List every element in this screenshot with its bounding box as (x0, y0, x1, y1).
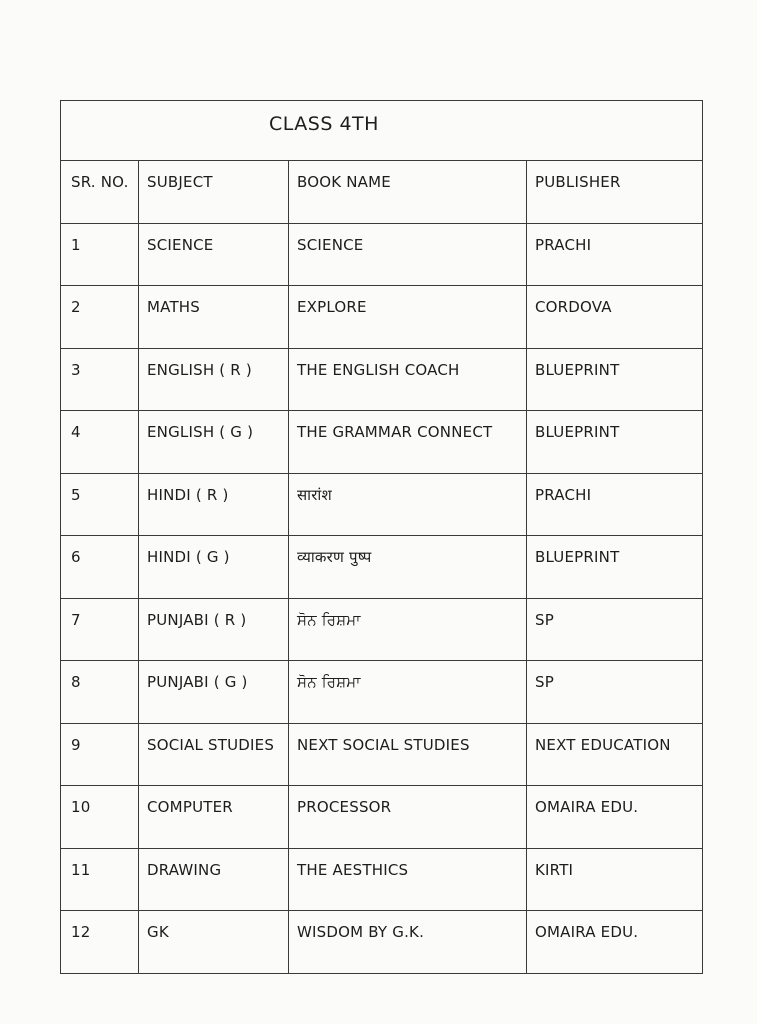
header-publisher: PUBLISHER (527, 161, 703, 224)
table-row (61, 661, 703, 724)
table-row (61, 536, 703, 599)
cell-subject: GK (139, 911, 289, 974)
cell-subject: SOCIAL STUDIES (139, 723, 289, 786)
header-subject: SUBJECT (139, 161, 289, 224)
cell-publisher: PRACHI (527, 223, 703, 286)
cell-book-name: ਸੋਨ ਰਿਸ਼ਮਾ (289, 661, 527, 724)
cell-book-name: NEXT SOCIAL STUDIES (289, 723, 527, 786)
cell-publisher: BLUEPRINT (527, 536, 703, 599)
cell-sr-no: 11 (61, 848, 139, 911)
cell-sr-no: 5 (61, 473, 139, 536)
cell-book-name: PROCESSOR (289, 786, 527, 849)
cell-sr-no: 1 (61, 223, 139, 286)
header-book-name: BOOK NAME (289, 161, 527, 224)
cell-publisher: SP (527, 661, 703, 724)
cell-sr-no: 9 (61, 723, 139, 786)
cell-book-name: SCIENCE (289, 223, 527, 286)
cell-publisher: CORDOVA (527, 286, 703, 349)
cell-subject: PUNJABI ( G ) (139, 661, 289, 724)
cell-subject: ENGLISH ( R ) (139, 348, 289, 411)
cell-publisher: PRACHI (527, 473, 703, 536)
cell-book-name: THE GRAMMAR CONNECT (289, 411, 527, 474)
cell-publisher: BLUEPRINT (527, 348, 703, 411)
table-row (61, 411, 703, 474)
cell-book-name: THE AESTHICS (289, 848, 527, 911)
cell-subject: MATHS (139, 286, 289, 349)
table-row (61, 473, 703, 536)
table-row (61, 723, 703, 786)
cell-publisher: KIRTI (527, 848, 703, 911)
cell-book-name: THE ENGLISH COACH (289, 348, 527, 411)
cell-sr-no: 12 (61, 911, 139, 974)
table-row (61, 911, 703, 974)
cell-book-name: WISDOM BY G.K. (289, 911, 527, 974)
cell-book-name: सारांश (289, 473, 527, 536)
table-title: CLASS 4TH (61, 101, 703, 161)
title-row (61, 101, 703, 161)
cell-publisher: OMAIRA EDU. (527, 911, 703, 974)
cell-book-name: ਸੋਨ ਰਿਸ਼ਮਾ (289, 598, 527, 661)
cell-sr-no: 4 (61, 411, 139, 474)
cell-subject: PUNJABI ( R ) (139, 598, 289, 661)
table-row (61, 848, 703, 911)
table-row (61, 598, 703, 661)
cell-publisher: OMAIRA EDU. (527, 786, 703, 849)
table-row (61, 223, 703, 286)
cell-publisher: NEXT EDUCATION (527, 723, 703, 786)
cell-subject: ENGLISH ( G ) (139, 411, 289, 474)
cell-book-name: EXPLORE (289, 286, 527, 349)
cell-sr-no: 2 (61, 286, 139, 349)
cell-subject: SCIENCE (139, 223, 289, 286)
cell-sr-no: 7 (61, 598, 139, 661)
cell-subject: COMPUTER (139, 786, 289, 849)
cell-sr-no: 10 (61, 786, 139, 849)
table-row (61, 286, 703, 349)
cell-publisher: SP (527, 598, 703, 661)
cell-book-name: व्याकरण पुष्प (289, 536, 527, 599)
table-row (61, 348, 703, 411)
cell-sr-no: 3 (61, 348, 139, 411)
cell-subject: HINDI ( G ) (139, 536, 289, 599)
header-sr-no: SR. NO. (61, 161, 139, 224)
cell-sr-no: 8 (61, 661, 139, 724)
cell-publisher: BLUEPRINT (527, 411, 703, 474)
cell-subject: HINDI ( R ) (139, 473, 289, 536)
cell-subject: DRAWING (139, 848, 289, 911)
table-row (61, 786, 703, 849)
cell-sr-no: 6 (61, 536, 139, 599)
header-row (61, 161, 703, 224)
book-list-table (60, 100, 703, 974)
document-sheet (60, 100, 702, 974)
